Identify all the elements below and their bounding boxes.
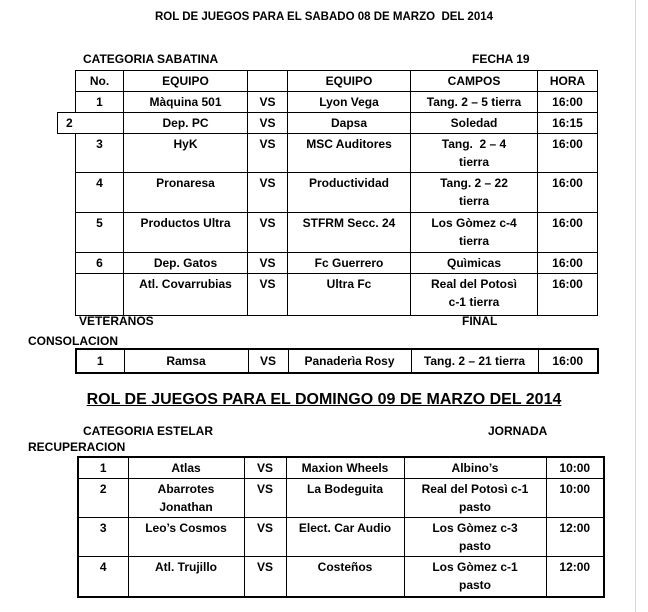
- field-cell: Tang. 2 – 4 tierra: [411, 134, 538, 173]
- time-cell: 10:00: [546, 457, 604, 479]
- time-cell: 16:00: [538, 134, 598, 173]
- header-away-equipo: EQUIPO: [288, 71, 411, 92]
- away-team-cell: Lyon Vega: [288, 92, 411, 113]
- field-cell: Los Gòmez c-1 pasto: [404, 557, 546, 597]
- match-row: [78, 457, 604, 479]
- saturday-title: ROL DE JUEGOS PARA EL SABADO 08 DE MARZO DEL 2014: [154, 11, 494, 23]
- jornada-label: JORNADA: [488, 424, 548, 438]
- vs-cell: VS: [244, 457, 286, 479]
- field-cell: Tang. 2 – 22 tierra: [411, 173, 538, 213]
- away-team-cell: Panaderìa Rosy: [288, 349, 411, 373]
- no-cell: 2: [78, 479, 128, 518]
- match-row: [76, 173, 598, 213]
- no-cell: 1: [78, 457, 128, 479]
- home-team-cell: Pronaresa: [124, 173, 248, 213]
- field-cell: Tang. 2 – 5 tierra: [411, 92, 538, 113]
- match-row: [76, 92, 598, 113]
- home-team-cell: Màquina 501: [124, 92, 248, 113]
- vs-cell: VS: [248, 134, 288, 173]
- away-team-cell: Costeños: [286, 557, 404, 597]
- vs-cell: VS: [248, 213, 288, 253]
- match-row: [76, 349, 598, 373]
- match-row: [76, 253, 598, 274]
- away-team-cell: STFRM Secc. 24: [288, 213, 411, 253]
- header-campos: CAMPOS: [411, 71, 538, 92]
- final-label: FINAL: [462, 314, 498, 328]
- home-team-cell: Dep. PC: [124, 113, 248, 134]
- time-cell: 10:00: [546, 479, 604, 518]
- no-cell: 3: [76, 134, 124, 173]
- match-row: [76, 213, 598, 253]
- field-cell: Soledad: [411, 113, 538, 134]
- time-cell: 16:00: [538, 92, 598, 113]
- home-team-cell: Dep. Gatos: [124, 253, 248, 274]
- match-row: [76, 113, 598, 134]
- away-team-cell: Ultra Fc: [288, 274, 411, 316]
- no-cell: 4: [76, 173, 124, 213]
- away-team-cell: Dapsa: [288, 113, 411, 134]
- match-row: [76, 274, 598, 316]
- match-row: [76, 134, 598, 173]
- away-team-cell: MSC Auditores: [288, 134, 411, 173]
- home-team-cell: Ramsa: [124, 349, 248, 373]
- match-row: [78, 557, 604, 597]
- no-cell: 6: [76, 253, 124, 274]
- field-cell: Quìmicas: [411, 253, 538, 274]
- no-cell: 1: [76, 92, 124, 113]
- no-cell: [76, 274, 124, 316]
- field-cell: Los Gòmez c-4 tierra: [411, 213, 538, 253]
- home-team-cell: Atl. Covarrubias: [124, 274, 248, 316]
- recuperacion-label: RECUPERACION: [28, 440, 126, 454]
- vs-cell: VS: [248, 349, 288, 373]
- home-team-cell: Abarrotes Jonathan: [128, 479, 244, 518]
- vs-cell: VS: [248, 173, 288, 213]
- header-home-equipo: EQUIPO: [124, 71, 248, 92]
- no-cell: 3: [78, 518, 128, 557]
- no-cell: 5: [76, 213, 124, 253]
- table-header-row: [76, 71, 598, 92]
- saturday-schedule-table: [66, 70, 598, 316]
- time-cell: 12:00: [546, 557, 604, 597]
- away-team-cell: La Bodeguita: [286, 479, 404, 518]
- away-team-cell: Fc Guerrero: [288, 253, 411, 274]
- field-cell: Tang. 2 – 21 tierra: [411, 349, 538, 373]
- field-cell: Albino’s: [404, 457, 546, 479]
- time-cell: 16:00: [538, 173, 598, 213]
- vs-cell: VS: [248, 92, 288, 113]
- match-row: [78, 479, 604, 518]
- away-team-cell: Productividad: [288, 173, 411, 213]
- sunday-category-label: CATEGORIA ESTELAR: [83, 424, 214, 438]
- shifted-row-number: 2: [57, 112, 124, 134]
- time-cell: 16:00: [538, 253, 598, 274]
- veteranos-label: VETERANOS: [79, 314, 154, 328]
- vs-cell: VS: [248, 253, 288, 274]
- time-cell: 12:00: [546, 518, 604, 557]
- no-cell: 4: [78, 557, 128, 597]
- sunday-schedule-table: [77, 456, 605, 598]
- saturday-category-label: CATEGORIA SABATINA: [83, 52, 219, 66]
- vs-cell: VS: [244, 479, 286, 518]
- header-vs: [248, 71, 288, 92]
- time-cell: 16:00: [538, 274, 598, 316]
- page-edge-line: [635, 0, 636, 612]
- vs-cell: VS: [248, 274, 288, 316]
- home-team-cell: HyK: [124, 134, 248, 173]
- consolacion-label: CONSOLACION: [28, 334, 118, 348]
- vs-cell: VS: [248, 113, 288, 134]
- fecha-label: FECHA 19: [472, 52, 530, 66]
- no-cell: 1: [76, 349, 124, 373]
- vs-cell: VS: [244, 557, 286, 597]
- field-cell: Los Gòmez c-3 pasto: [404, 518, 546, 557]
- away-team-cell: Elect. Car Audio: [286, 518, 404, 557]
- vs-cell: VS: [244, 518, 286, 557]
- sunday-title: ROL DE JUEGOS PARA EL DOMINGO 09 DE MARZO DEL 2014: [86, 391, 562, 408]
- header-hora: HORA: [538, 71, 598, 92]
- time-cell: 16:00: [538, 349, 598, 373]
- home-team-cell: Leo’s Cosmos: [128, 518, 244, 557]
- field-cell: Real del Potosì c-1 pasto: [404, 479, 546, 518]
- away-team-cell: Maxion Wheels: [286, 457, 404, 479]
- time-cell: 16:00: [538, 213, 598, 253]
- time-cell: 16:15: [538, 113, 598, 134]
- home-team-cell: Productos Ultra: [124, 213, 248, 253]
- header-no: No.: [76, 71, 124, 92]
- match-row: [78, 518, 604, 557]
- field-cell: Real del Potosì c-1 tierra: [411, 274, 538, 316]
- home-team-cell: Atl. Trujillo: [128, 557, 244, 597]
- no-cell: [66, 113, 124, 134]
- home-team-cell: Atlas: [128, 457, 244, 479]
- consolation-table: [75, 348, 599, 374]
